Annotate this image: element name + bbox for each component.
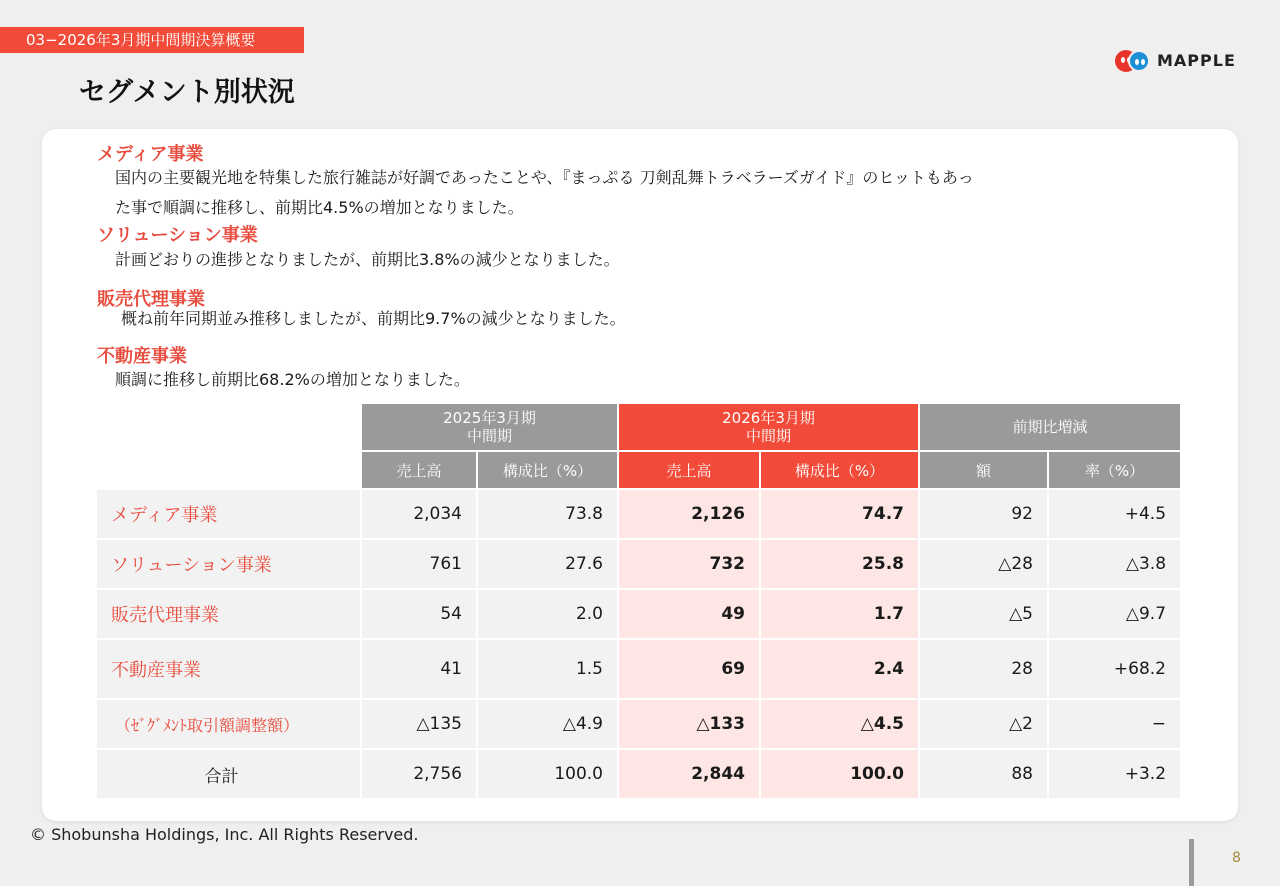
segment-text-real-estate: 順調に推移し前期比68.2%の増加となりました。 (115, 370, 470, 389)
table-cell: 49 (619, 590, 761, 640)
mapple-logo (1115, 48, 1240, 74)
subheader-rate: 率（%） (1049, 452, 1182, 490)
table-cell: 41 (362, 640, 478, 700)
table-cell: 2.4 (761, 640, 920, 700)
table-cell: 88 (920, 750, 1049, 800)
segment-heading-sales-agency: 販売代理事業 (97, 289, 205, 310)
table-cell: 54 (362, 590, 478, 640)
segment-heading-media: メディア事業 (97, 144, 204, 165)
table-cell: 1.5 (478, 640, 619, 700)
segment-heading-real-estate: 不動産事業 (97, 346, 187, 367)
segment-heading-solution: ソリューション事業 (97, 225, 258, 246)
table-cell: 27.6 (478, 540, 619, 590)
table-row (97, 490, 1182, 540)
table-cell: +68.2 (1049, 640, 1182, 700)
table-cell: +4.5 (1049, 490, 1182, 540)
unit-label: （百万円） (97, 404, 362, 490)
row-label: 不動産事業 (97, 640, 362, 700)
segment-text-media-2: た事で順調に推移し、前期比4.5%の増加となりました。 (115, 198, 524, 217)
table-cell: 69 (619, 640, 761, 700)
table-cell: △3.8 (1049, 540, 1182, 590)
subheader-amount: 額 (920, 452, 1049, 490)
header-fy2026: 2026年3月期 中間期 (619, 404, 920, 452)
segment-text-solution: 計画どおりの進捗となりましたが、前期比3.8%の減少となりました。 (115, 250, 620, 269)
logo-blue-ball-icon (1128, 50, 1150, 72)
table-cell: △133 (619, 700, 761, 750)
table-cell: 2.0 (478, 590, 619, 640)
table-cell: 2,844 (619, 750, 761, 800)
row-label: ソリューション事業 (97, 540, 362, 590)
table-cell: △4.9 (478, 700, 619, 750)
table-cell: 1.7 (761, 590, 920, 640)
table-row (97, 590, 1182, 640)
page-title: セグメント別状況 (79, 77, 295, 108)
header-fy2025: 2025年3月期 中間期 (362, 404, 619, 452)
table-cell: 100.0 (478, 750, 619, 800)
row-label: （ｾﾞｸﾞﾒﾝﾄ取引額調整額） (97, 700, 362, 750)
section-tag: 03−2026年3月期中間期決算概要 (0, 27, 304, 53)
subheader-sales-2026: 売上高 (619, 452, 761, 490)
table-cell: 2,756 (362, 750, 478, 800)
segment-text-media-1: 国内の主要観光地を特集した旅行雑誌が好調であったことや、『まっぷる 刀剣乱舞トラベラーズガイド』のヒットもあっ (115, 168, 974, 187)
row-label: メディア事業 (97, 490, 362, 540)
table-cell: 92 (920, 490, 1049, 540)
table-cell: 25.8 (761, 540, 920, 590)
table-cell: 732 (619, 540, 761, 590)
table-row (97, 700, 1182, 750)
table-cell: 28 (920, 640, 1049, 700)
page-number: 8 (1232, 850, 1241, 866)
subheader-ratio-2025: 構成比（%） (478, 452, 619, 490)
table-cell: 74.7 (761, 490, 920, 540)
table-row-total (97, 750, 1182, 800)
copyright: © Shobunsha Holdings, Inc. All Rights Reserved. (30, 825, 419, 844)
page-divider (1189, 839, 1194, 886)
table-cell: △2 (920, 700, 1049, 750)
table-cell: − (1049, 700, 1182, 750)
table-cell: 761 (362, 540, 478, 590)
table-cell: △135 (362, 700, 478, 750)
table-cell: △28 (920, 540, 1049, 590)
table-cell: △4.5 (761, 700, 920, 750)
segment-table (97, 404, 1182, 800)
table-row (97, 540, 1182, 590)
header-yoy-change: 前期比増減 (920, 404, 1182, 452)
row-label: 合計 (97, 750, 362, 800)
table-cell: △9.7 (1049, 590, 1182, 640)
table-cell: 100.0 (761, 750, 920, 800)
table-cell: △5 (920, 590, 1049, 640)
table-row (97, 640, 1182, 700)
table-cell: 73.8 (478, 490, 619, 540)
table-cell: 2,034 (362, 490, 478, 540)
row-label: 販売代理事業 (97, 590, 362, 640)
subheader-ratio-2026: 構成比（%） (761, 452, 920, 490)
segment-text-sales-agency: 概ね前年同期並み推移しましたが、前期比9.7%の減少となりました。 (121, 309, 626, 328)
subheader-sales-2025: 売上高 (362, 452, 478, 490)
table-cell: +3.2 (1049, 750, 1182, 800)
table-cell: 2,126 (619, 490, 761, 540)
logo-text: MAPPLE (1157, 51, 1236, 70)
